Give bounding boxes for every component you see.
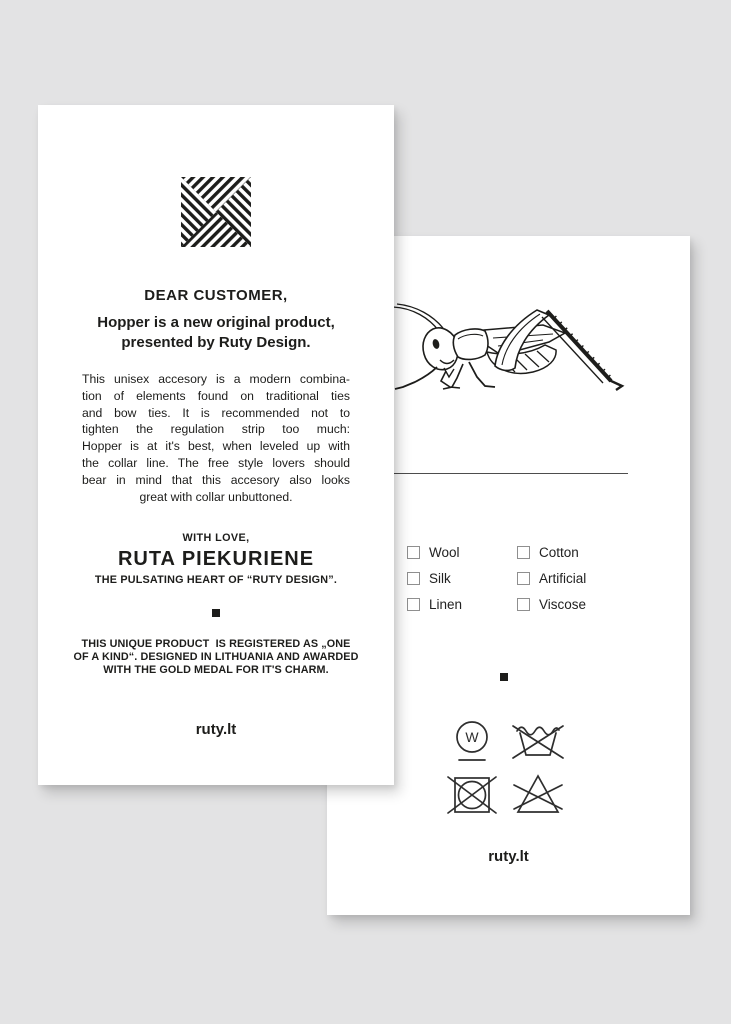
professional-wet-clean-gentle-icon	[445, 716, 499, 769]
text-line: presented by Ruty Design.	[121, 333, 311, 351]
do-not-bleach-icon	[511, 769, 565, 822]
fabric-label: Wool	[429, 544, 460, 560]
checkbox-icon	[517, 598, 530, 611]
text-line: tion of elements found on traditional ties	[82, 388, 350, 403]
text-line: and bow ties. It is recommended not to	[82, 405, 350, 420]
signature-tagline: THE PULSATING HEART OF “RUTY DESIGN”.	[94, 574, 338, 586]
fabric-option-cotton	[517, 539, 647, 565]
fabric-checklist-column-2	[517, 539, 647, 617]
text-line: tighten the regulation strip too much:	[82, 422, 350, 437]
customer-note-card	[38, 105, 394, 785]
website-url: ruty.lt	[195, 721, 237, 738]
checkbox-icon	[517, 572, 530, 585]
text-line: WITH THE GOLD MEDAL FOR IT'S CHARM.	[103, 664, 329, 677]
checkbox-icon	[407, 546, 420, 559]
fabric-label: Cotton	[539, 544, 579, 560]
text-line: the collar line. The free style lovers should	[82, 455, 350, 470]
do-not-tumble-dry-icon	[445, 769, 499, 822]
product-intro	[38, 313, 394, 352]
text-line: Hopper is a new original product,	[97, 314, 335, 331]
text-line: Hopper is at it's best, when leveled up with	[82, 439, 350, 454]
text-line: great with collar unbuttoned.	[139, 489, 293, 504]
checkbox-icon	[407, 598, 420, 611]
fabric-label: Linen	[429, 596, 463, 612]
fabric-option-artificial	[517, 565, 647, 591]
wet-clean-letter: W	[465, 729, 479, 745]
text-line: bear in mind that this accesory also looks	[82, 472, 350, 487]
signoff-text: WITH LOVE,	[182, 532, 250, 544]
fabric-label: Artificial	[539, 570, 587, 586]
fabric-label: Silk	[429, 570, 451, 586]
care-symbols-grid	[445, 716, 565, 822]
fabric-label: Viscose	[539, 596, 587, 612]
website-url: ruty.lt	[488, 848, 529, 865]
text-line: OF A KIND“. DESIGNED IN LITHUANIA AND AWARDED	[73, 651, 359, 664]
grasshopper-illustration	[353, 298, 633, 398]
body-paragraph	[82, 371, 350, 505]
registered-note	[38, 638, 394, 678]
fabric-option-viscose	[517, 591, 647, 617]
section-divider-line	[389, 473, 628, 474]
greeting-heading: DEAR CUSTOMER,	[144, 287, 288, 304]
signature-name: RUTA PIEKURIENE	[117, 548, 315, 570]
text-line: THIS UNIQUE PRODUCT IS REGISTERED AS „ONE	[81, 638, 351, 650]
do-not-wash-icon	[511, 716, 565, 769]
square-bullet-icon	[500, 673, 508, 681]
ruty-design-logo	[181, 177, 251, 247]
square-bullet-icon	[212, 609, 220, 617]
checkbox-icon	[407, 572, 420, 585]
text-line: This unisex accesory is a modern combina-	[82, 372, 350, 386]
checkbox-icon	[517, 546, 530, 559]
